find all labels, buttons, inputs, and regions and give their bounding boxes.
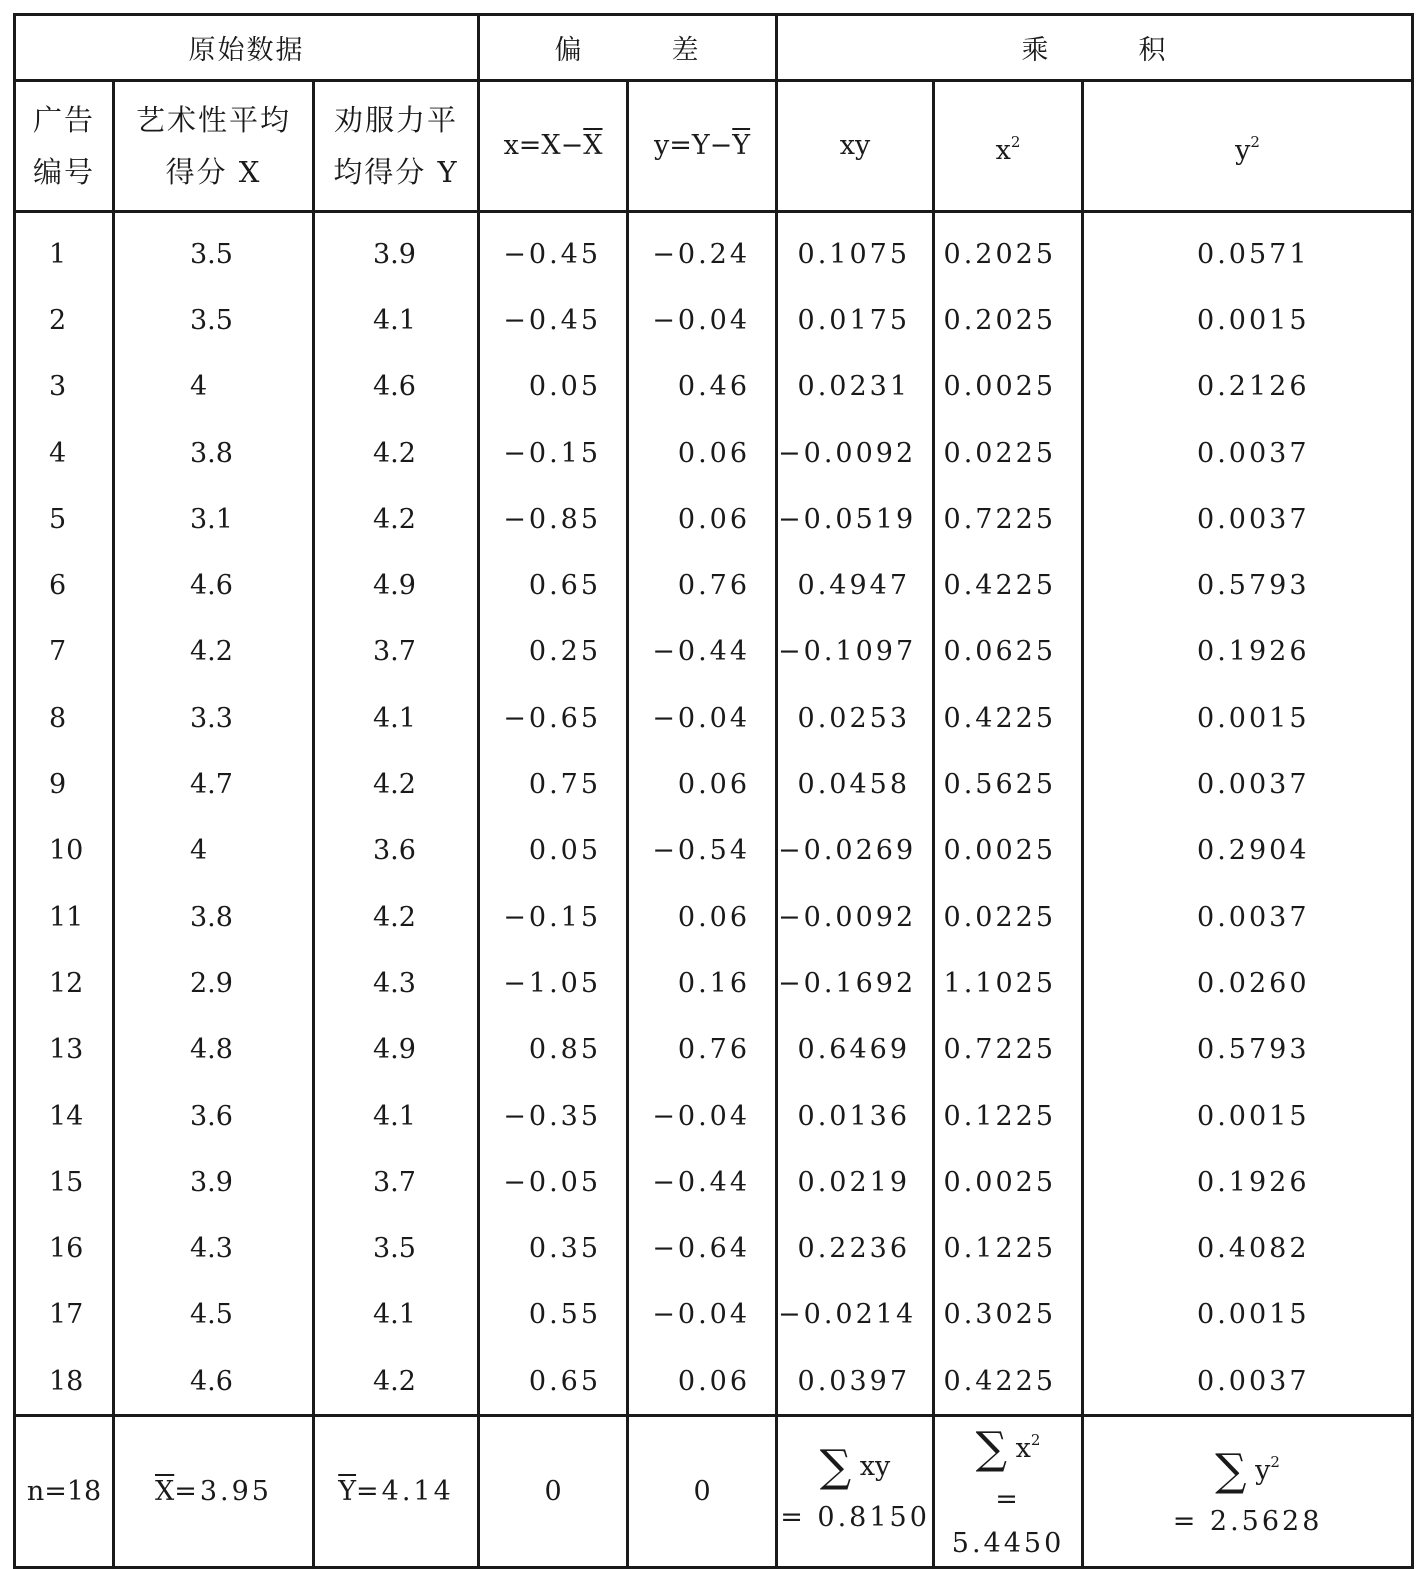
cell-square-y: 0.4082 xyxy=(1083,1215,1413,1281)
group-original-data: 原始数据 xyxy=(15,15,479,81)
table-row xyxy=(15,1149,1413,1215)
group-product-b: 积 xyxy=(1138,35,1168,66)
cell-deviation-y: −0.54 xyxy=(628,818,777,884)
sigma-icon: ∑ xyxy=(819,1440,852,1492)
cell-persuasion-score: 3.7 xyxy=(314,1149,479,1215)
table-row xyxy=(15,950,1413,1016)
cell-persuasion-score: 3.9 xyxy=(314,212,479,288)
col-header-dx-mean: $\overline{X}$ xyxy=(583,130,603,161)
cell-artistic-score: 4.6 xyxy=(114,552,314,618)
group-product xyxy=(777,15,1413,81)
cell-square-x: 0.1225 xyxy=(934,1083,1083,1149)
col-header-x2 xyxy=(934,81,1083,212)
cell-ad-id: 14 xyxy=(15,1083,114,1149)
cell-product-xy: −0.0214 xyxy=(777,1282,934,1348)
cell-deviation-y: 0.76 xyxy=(628,1017,777,1083)
cell-deviation-x: 0.65 xyxy=(479,1348,628,1416)
cell-deviation-x: 0.05 xyxy=(479,818,628,884)
cell-square-y: 0.0015 xyxy=(1083,685,1413,751)
summary-sum-xy-value: = 0.8150 xyxy=(780,1501,930,1533)
cell-deviation-y: 0.06 xyxy=(628,1348,777,1416)
cell-deviation-y: 0.06 xyxy=(628,884,777,950)
cell-ad-id: 7 xyxy=(15,619,114,685)
cell-deviation-x: −0.65 xyxy=(479,685,628,751)
cell-square-x: 0.3025 xyxy=(934,1282,1083,1348)
cell-square-x: 0.0225 xyxy=(934,884,1083,950)
sigma-icon: ∑ xyxy=(1215,1445,1247,1497)
col-header-y-line2: 均得分 Y xyxy=(333,155,459,189)
cell-deviation-y: 0.76 xyxy=(628,552,777,618)
cell-artistic-score: 4.8 xyxy=(114,1017,314,1083)
col-header-id xyxy=(15,81,114,212)
col-header-id-line2: 编号 xyxy=(32,155,95,189)
cell-deviation-y: 0.46 xyxy=(628,354,777,420)
cell-deviation-x: −0.15 xyxy=(479,884,628,950)
cell-ad-id: 6 xyxy=(15,552,114,618)
cell-deviation-x: 0.35 xyxy=(479,1215,628,1281)
cell-ad-id: 13 xyxy=(15,1017,114,1083)
col-header-x2-base: x xyxy=(995,134,1011,166)
cell-artistic-score: 3.8 xyxy=(114,420,314,486)
table-row xyxy=(15,354,1413,420)
summary-n: n=18 xyxy=(15,1416,114,1568)
cell-deviation-y: −0.04 xyxy=(628,1282,777,1348)
col-header-xy: xy xyxy=(777,81,934,212)
cell-persuasion-score: 4.2 xyxy=(314,486,479,552)
cell-square-y: 0.1926 xyxy=(1083,619,1413,685)
cell-artistic-score: 4.3 xyxy=(114,1215,314,1281)
cell-product-xy: −0.0092 xyxy=(777,884,934,950)
cell-square-y: 0.5793 xyxy=(1083,552,1413,618)
cell-persuasion-score: 3.7 xyxy=(314,619,479,685)
cell-square-y: 0.0037 xyxy=(1083,420,1413,486)
col-header-dy-mean: $\overline{Y}$ xyxy=(732,130,751,161)
cell-persuasion-score: 4.9 xyxy=(314,552,479,618)
cell-square-x: 0.7225 xyxy=(934,1017,1083,1083)
cell-persuasion-score: 4.2 xyxy=(314,1348,479,1416)
summary-sum-x2-exp: 2 xyxy=(1030,1431,1041,1450)
cell-artistic-score: 3.9 xyxy=(114,1149,314,1215)
cell-artistic-score: 3.1 xyxy=(114,486,314,552)
cell-ad-id: 12 xyxy=(15,950,114,1016)
cell-persuasion-score: 4.6 xyxy=(314,354,479,420)
cell-product-xy: 0.4947 xyxy=(777,552,934,618)
cell-square-x: 0.4225 xyxy=(934,685,1083,751)
cell-product-xy: 0.1075 xyxy=(777,212,934,288)
cell-artistic-score: 3.6 xyxy=(114,1083,314,1149)
cell-product-xy: 0.2236 xyxy=(777,1215,934,1281)
cell-ad-id: 10 xyxy=(15,818,114,884)
cell-square-x: 0.4225 xyxy=(934,1348,1083,1416)
cell-ad-id: 3 xyxy=(15,354,114,420)
summary-sum-dy: 0 xyxy=(628,1416,777,1568)
sigma-icon: ∑ xyxy=(975,1423,1008,1475)
cell-square-x: 0.2025 xyxy=(934,212,1083,288)
cell-artistic-score: 4 xyxy=(114,354,314,420)
cell-ad-id: 17 xyxy=(15,1282,114,1348)
cell-product-xy: 0.0219 xyxy=(777,1149,934,1215)
summary-sum-y2-label: y xyxy=(1255,1455,1271,1487)
cell-ad-id: 16 xyxy=(15,1215,114,1281)
col-header-dx xyxy=(479,81,628,212)
cell-artistic-score: 4 xyxy=(114,818,314,884)
cell-ad-id: 9 xyxy=(15,751,114,817)
cell-deviation-x: 0.65 xyxy=(479,552,628,618)
col-header-y2 xyxy=(1083,81,1413,212)
summary-mean-y-symbol: $\overline{Y}$ xyxy=(338,1476,357,1508)
table-row xyxy=(15,685,1413,751)
cell-square-y: 0.0260 xyxy=(1083,950,1413,1016)
col-header-x-line1: 艺术性平均 xyxy=(135,103,291,137)
cell-persuasion-score: 4.1 xyxy=(314,1282,479,1348)
cell-artistic-score: 3.5 xyxy=(114,212,314,288)
summary-mean-y-value: =4.14 xyxy=(356,1476,454,1508)
cell-deviation-x: 0.55 xyxy=(479,1282,628,1348)
cell-deviation-y: −0.04 xyxy=(628,1083,777,1149)
cell-square-x: 0.0225 xyxy=(934,420,1083,486)
cell-artistic-score: 3.3 xyxy=(114,685,314,751)
cell-deviation-y: 0.06 xyxy=(628,751,777,817)
cell-product-xy: 0.0175 xyxy=(777,287,934,353)
col-header-y2-exp: 2 xyxy=(1250,132,1260,151)
cell-artistic-score: 4.5 xyxy=(114,1282,314,1348)
summary-sum-dx: 0 xyxy=(479,1416,628,1568)
cell-square-x: 0.0025 xyxy=(934,354,1083,420)
data-rows xyxy=(15,212,1413,1416)
cell-deviation-y: 0.16 xyxy=(628,950,777,1016)
cell-square-y: 0.0015 xyxy=(1083,1083,1413,1149)
cell-deviation-x: −0.05 xyxy=(479,1149,628,1215)
col-header-dx-formula: x=X− xyxy=(503,130,584,161)
cell-ad-id: 15 xyxy=(15,1149,114,1215)
cell-square-x: 0.5625 xyxy=(934,751,1083,817)
cell-deviation-x: −0.35 xyxy=(479,1083,628,1149)
cell-square-x: 0.4225 xyxy=(934,552,1083,618)
column-header-row xyxy=(15,81,1413,212)
group-deviation-a: 偏 xyxy=(554,35,584,66)
cell-artistic-score: 4.6 xyxy=(114,1348,314,1416)
cell-square-y: 0.0037 xyxy=(1083,486,1413,552)
cell-product-xy: 0.6469 xyxy=(777,1017,934,1083)
cell-deviation-y: −0.64 xyxy=(628,1215,777,1281)
col-header-x2-exp: 2 xyxy=(1010,132,1021,151)
cell-ad-id: 5 xyxy=(15,486,114,552)
cell-square-y: 0.0571 xyxy=(1083,212,1413,288)
cell-square-y: 0.2904 xyxy=(1083,818,1413,884)
cell-persuasion-score: 3.5 xyxy=(314,1215,479,1281)
cell-square-y: 0.0037 xyxy=(1083,884,1413,950)
col-header-x xyxy=(114,81,314,212)
cell-square-y: 0.0015 xyxy=(1083,287,1413,353)
col-header-y-line1: 劝服力平 xyxy=(334,103,459,137)
group-product-a: 乘 xyxy=(1021,35,1051,66)
table-row xyxy=(15,818,1413,884)
table-row xyxy=(15,420,1413,486)
cell-square-x: 0.0625 xyxy=(934,619,1083,685)
cell-persuasion-score: 4.2 xyxy=(314,420,479,486)
cell-ad-id: 18 xyxy=(15,1348,114,1416)
cell-product-xy: 0.0231 xyxy=(777,354,934,420)
summary-mean-x-value: =3.95 xyxy=(174,1476,272,1508)
cell-persuasion-score: 4.1 xyxy=(314,287,479,353)
table-row xyxy=(15,486,1413,552)
cell-deviation-x: −0.85 xyxy=(479,486,628,552)
cell-product-xy: 0.0397 xyxy=(777,1348,934,1416)
summary-sum-xy-label: xy xyxy=(859,1450,891,1482)
summary-sum-x2 xyxy=(934,1416,1083,1568)
table-row xyxy=(15,1083,1413,1149)
col-header-dy-formula: y=Y− xyxy=(653,130,733,161)
cell-deviation-x: −1.05 xyxy=(479,950,628,1016)
cell-product-xy: −0.0092 xyxy=(777,420,934,486)
cell-square-y: 0.0037 xyxy=(1083,1348,1413,1416)
cell-deviation-y: −0.04 xyxy=(628,287,777,353)
cell-deviation-y: −0.44 xyxy=(628,1149,777,1215)
summary-sum-x2-label: x xyxy=(1015,1433,1031,1465)
summary-sum-y2-value: = 2.5628 xyxy=(1172,1506,1323,1538)
cell-product-xy: −0.1692 xyxy=(777,950,934,1016)
cell-square-y: 0.1926 xyxy=(1083,1149,1413,1215)
cell-artistic-score: 3.5 xyxy=(114,287,314,353)
cell-persuasion-score: 3.6 xyxy=(314,818,479,884)
cell-product-xy: −0.0519 xyxy=(777,486,934,552)
table-row xyxy=(15,287,1413,353)
table-row xyxy=(15,1348,1413,1416)
table-row xyxy=(15,212,1413,288)
cell-deviation-x: −0.45 xyxy=(479,212,628,288)
cell-persuasion-score: 4.9 xyxy=(314,1017,479,1083)
cell-artistic-score: 4.7 xyxy=(114,751,314,817)
cell-square-x: 0.0025 xyxy=(934,818,1083,884)
summary-mean-x-symbol: $\overline{X}$ xyxy=(155,1476,175,1508)
cell-artistic-score: 4.2 xyxy=(114,619,314,685)
cell-deviation-x: 0.75 xyxy=(479,751,628,817)
table-row xyxy=(15,619,1413,685)
group-header-row xyxy=(15,15,1413,81)
cell-deviation-x: 0.05 xyxy=(479,354,628,420)
cell-square-y: 0.5793 xyxy=(1083,1017,1413,1083)
cell-artistic-score: 3.8 xyxy=(114,884,314,950)
cell-product-xy: −0.1097 xyxy=(777,619,934,685)
summary-mean-y xyxy=(314,1416,479,1568)
cell-product-xy: −0.0269 xyxy=(777,818,934,884)
cell-square-y: 0.2126 xyxy=(1083,354,1413,420)
col-header-y xyxy=(314,81,479,212)
cell-ad-id: 1 xyxy=(15,212,114,288)
table-row xyxy=(15,751,1413,817)
cell-deviation-y: −0.44 xyxy=(628,619,777,685)
table-row xyxy=(15,1282,1413,1348)
col-header-dy xyxy=(628,81,777,212)
cell-artistic-score: 2.9 xyxy=(114,950,314,1016)
correlation-table xyxy=(13,13,1414,1569)
cell-deviation-y: 0.06 xyxy=(628,486,777,552)
cell-ad-id: 8 xyxy=(15,685,114,751)
table-row xyxy=(15,552,1413,618)
summary-sum-xy xyxy=(777,1416,934,1568)
cell-square-x: 0.1225 xyxy=(934,1215,1083,1281)
table-row xyxy=(15,1215,1413,1281)
cell-persuasion-score: 4.2 xyxy=(314,751,479,817)
cell-product-xy: 0.0458 xyxy=(777,751,934,817)
cell-deviation-y: 0.06 xyxy=(628,420,777,486)
summary-mean-x xyxy=(114,1416,314,1568)
col-header-x-line2: 得分 X xyxy=(165,155,262,189)
cell-product-xy: 0.0136 xyxy=(777,1083,934,1149)
cell-persuasion-score: 4.3 xyxy=(314,950,479,1016)
cell-square-y: 0.0015 xyxy=(1083,1282,1413,1348)
cell-square-x: 0.0025 xyxy=(934,1149,1083,1215)
cell-square-x: 0.7225 xyxy=(934,486,1083,552)
summary-sum-x2-value: = 5.4450 xyxy=(951,1484,1065,1560)
cell-ad-id: 11 xyxy=(15,884,114,950)
cell-ad-id: 2 xyxy=(15,287,114,353)
cell-deviation-y: −0.04 xyxy=(628,685,777,751)
col-header-id-line1: 广告 xyxy=(32,103,95,137)
summary-sum-y2-exp: 2 xyxy=(1270,1453,1280,1472)
group-deviation-b: 差 xyxy=(671,35,701,66)
table-row xyxy=(15,884,1413,950)
cell-deviation-x: −0.45 xyxy=(479,287,628,353)
cell-persuasion-score: 4.1 xyxy=(314,1083,479,1149)
cell-ad-id: 4 xyxy=(15,420,114,486)
cell-square-x: 1.1025 xyxy=(934,950,1083,1016)
cell-square-x: 0.2025 xyxy=(934,287,1083,353)
cell-persuasion-score: 4.2 xyxy=(314,884,479,950)
summary-row xyxy=(15,1416,1413,1568)
cell-product-xy: 0.0253 xyxy=(777,685,934,751)
group-deviation xyxy=(479,15,777,81)
col-header-y2-base: y xyxy=(1235,134,1251,166)
cell-deviation-y: −0.24 xyxy=(628,212,777,288)
cell-persuasion-score: 4.1 xyxy=(314,685,479,751)
summary-sum-y2 xyxy=(1083,1416,1413,1568)
cell-deviation-x: 0.25 xyxy=(479,619,628,685)
cell-deviation-x: 0.85 xyxy=(479,1017,628,1083)
cell-deviation-x: −0.15 xyxy=(479,420,628,486)
table-row xyxy=(15,1017,1413,1083)
cell-square-y: 0.0037 xyxy=(1083,751,1413,817)
